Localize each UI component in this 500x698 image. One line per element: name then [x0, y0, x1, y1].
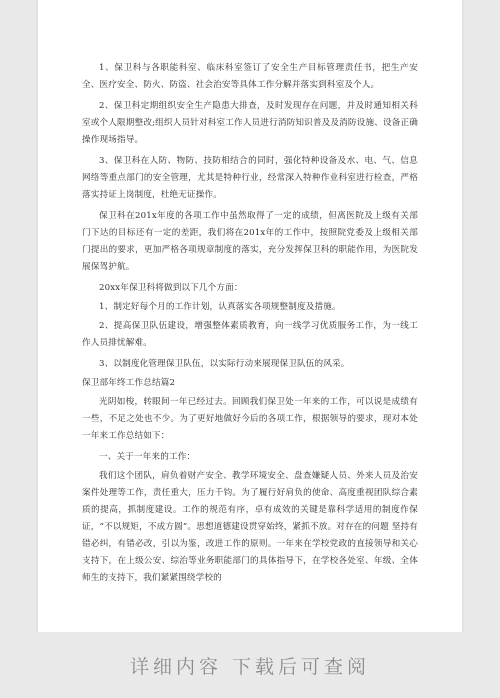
- paragraph-4: 保卫科在201x年度的各项工作中虽然取得了一定的成绩，但离医院及上级有关部门下达的目标还有一定的差距，我们将在201x年的工作中，按照院党委及上级相关部门提出的要求，更加严格各项规章制度的落实，充分发挥保卫科的职能作用，为医院发展保驾护航。: [82, 211, 418, 272]
- footer-text: 详细内容 下载后可查阅: [129, 655, 371, 678]
- document-page: [38, 0, 462, 632]
- paragraph-1: 1、保卫科与各职能科室、临床科室签订了安全生产目标管理责任书，把生产安全、医疗安全、防火、防盗、社会治安等具体工作分解并落实到科室及个人。: [82, 63, 418, 90]
- paragraph-5: 20xx年保卫科将做到以下几个方面：: [99, 283, 243, 293]
- paragraph-2: 2、保卫科定期组织安全生产隐患大排查，及时发现存在问题，并及时通知相关科室或个人限期整改;组织人员针对科室工作人员进行消防知识普及及消防设施、设备正确操作现场指导。: [82, 101, 418, 145]
- paragraph-11: 一、关于一年来的工作：: [99, 452, 196, 462]
- download-footer: [0, 632, 500, 698]
- paragraph-3: 3、保卫科在人防、物防、技防相结合的同时，强化特种设备及水、电、气、信息网络等重点部门的安全管理，尤其是特种行业，经常深入特种作业科室进行检查，严格落实持证上岗制度，杜绝无证操作。: [82, 156, 418, 200]
- document-body: [82, 60, 418, 591]
- paragraph-10: 光阴如梭，转眼间一年已经过去。回顾我们保卫处一年来的工作，可以说是成绩有一些，不足之处也不少。为了更好地做好今后的各项工作，根据领导的要求，现对本处一年来工作总结如下：: [82, 397, 418, 441]
- section-heading: 保卫部年终工作总结篇2: [82, 378, 176, 388]
- paragraph-8: 3、以制度化管理保卫队伍，以实际行动来展现保卫队伍的风采。: [99, 359, 350, 369]
- paragraph-12: 我们这个团队，肩负着财产安全、教学环境安全、盘查嫌疑人员、外来人员及治安案件处理等工作，责任重大，压力千钧。为了履行好肩负的使命、高度重视团队综合素质的提高，抓制度建设。工作的规范有序，卓有成效的关键是靠科学适用的制度作保证，“不以规矩，不成方圆”。思想道德建设贯穿始终，紧抓不放。对存在的问题 坚持有错必纠，有错必改，引以为鉴，改进工作的原则。一年来在学校党政的直接领导和关心支持下，在上级公安、综治等业务职能部门的具体指导下，在学校各处室、年级、全体师生的支持下，我们紧紧围绕学校的: [82, 471, 418, 583]
- paragraph-7: 2、提高保卫队伍建设，增强整体素质教育，向一线学习优质服务工作，为一线工作人员排忧解难。: [82, 321, 418, 348]
- paragraph-6: 1、制定好每个月的工作计划，认真落实各项规整制度及措施。: [99, 302, 341, 312]
